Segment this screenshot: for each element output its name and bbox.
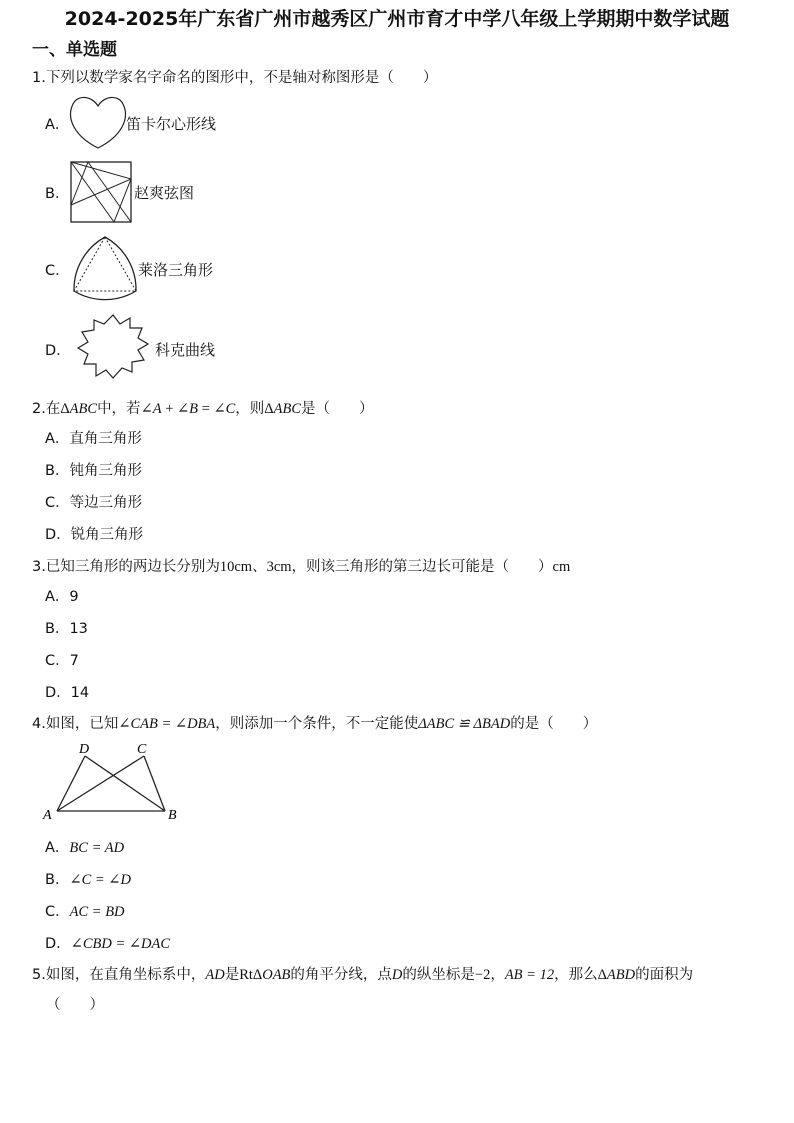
q2-triangle-symbol-2: Δ — [264, 401, 274, 417]
question-4-stem — [32, 712, 597, 733]
q4-option-a-expr: BC = AD — [69, 840, 125, 856]
q5-oab: OAB — [262, 967, 291, 983]
q2-abc-2: ABC — [273, 401, 302, 417]
q1-option-a-letter: A． — [45, 117, 70, 133]
q5-mid4: ，那么 — [554, 967, 598, 983]
q2-equals: = — [198, 401, 214, 417]
q4-option-d — [45, 932, 170, 953]
q4-option-c — [45, 900, 125, 921]
q3-side-2: 3cm — [266, 559, 292, 575]
cardioid-icon — [68, 94, 128, 152]
q2-option-a: A．直角三角形 — [45, 431, 142, 447]
q3-option-c: C．7 — [45, 653, 79, 669]
q4-congruence: ΔABC ≌ ΔBAD — [418, 716, 511, 732]
q5-tail: 的面积为 — [635, 967, 694, 983]
q2-option-d: D．锐角三角形 — [45, 527, 144, 543]
q3-separator: 、 — [252, 559, 267, 575]
q3-pre: 3.已知三角形的两边长分别为 — [32, 559, 220, 575]
q5-mid1: 是 — [224, 967, 240, 983]
q4-label-c: C — [137, 742, 147, 757]
question-1-stem: 1.下列以数学家名字命名的图形中，不是轴对称图形是（ ） — [32, 70, 438, 86]
question-3-stem — [32, 555, 570, 576]
q4-label-a: A — [43, 808, 52, 823]
q5-ab: AB = 12 — [504, 967, 555, 983]
q2-num: 2.在 — [32, 401, 61, 417]
q5-mid2: 的角平分线，点 — [290, 967, 392, 983]
section-heading: 一、单选题 — [32, 40, 117, 60]
q4-option-b — [45, 868, 131, 889]
q4-option-c-letter: C． — [45, 904, 70, 920]
q5-comma: ， — [490, 967, 505, 983]
q4-pre: 4.如图，已知 — [32, 716, 119, 732]
q1-option-b-text: 赵爽弦图 — [134, 184, 195, 202]
page-title: 2024-2025年广东省广州市越秀区广州市育才中学八年级上学期期中数学试题 — [64, 8, 730, 30]
q4-mid: ，则添加一个条件，不一定能使 — [215, 716, 419, 732]
q4-option-b-letter: B． — [45, 872, 70, 888]
q5-d: D — [391, 967, 403, 983]
q4-option-c-expr: AC = BD — [69, 904, 125, 920]
q2-tail: 是（ ） — [301, 401, 374, 417]
q5-triangle-symbol: Δ — [252, 967, 263, 983]
q5-ad: AD — [205, 967, 225, 983]
q1-option-c-text: 莱洛三角形 — [138, 261, 214, 279]
q2-mid2: ，则 — [235, 401, 265, 417]
q5-y-value: −2 — [474, 967, 491, 983]
q4-label-b: B — [168, 808, 177, 823]
q5-triangle-symbol-2: Δ — [597, 967, 607, 983]
q3-unit: cm — [552, 559, 571, 575]
q5-abd: ABD — [606, 967, 636, 983]
q4-condition: ∠CAB = ∠DBA — [118, 716, 216, 732]
q4-option-d-expr: ∠CBD = ∠DAC — [70, 936, 171, 952]
q2-angle-c: ∠C — [213, 401, 236, 417]
q5-mid3: 的纵坐标是 — [402, 967, 475, 983]
q3-option-a: A．9 — [45, 589, 79, 605]
q4-option-a-letter: A． — [45, 840, 70, 856]
q2-triangle-symbol: Δ — [60, 401, 70, 417]
q5-rt: Rt — [239, 967, 253, 983]
q3-post: ，则该三角形的第三边长可能是（ ） — [291, 559, 553, 575]
q4-option-d-letter: D． — [45, 936, 71, 952]
q2-plus: + — [161, 401, 178, 417]
q5-answer-blank: （ ） — [46, 997, 104, 1013]
q1-option-d-letter: D． — [45, 343, 71, 359]
q4-tail: 的是（ ） — [510, 716, 598, 732]
q1-option-c-letter: C． — [45, 263, 70, 279]
q5-pre: 5.如图，在直角坐标系中， — [32, 967, 206, 983]
q1-option-b-letter: B． — [45, 186, 70, 202]
q4-label-d: D — [79, 742, 90, 757]
q2-option-c: C．等边三角形 — [45, 495, 143, 511]
q2-angle-b: ∠B — [177, 401, 199, 417]
q2-abc: ABC — [69, 401, 98, 417]
question-2-stem — [32, 397, 374, 418]
q2-mid1: 中，若 — [97, 401, 141, 417]
q4-option-b-expr: ∠C = ∠D — [69, 872, 131, 888]
q3-option-d: D．14 — [45, 685, 90, 701]
q3-side-1: 10cm — [219, 559, 253, 575]
q2-option-b: B．钝角三角形 — [45, 463, 142, 479]
q4-option-a — [45, 836, 124, 857]
q1-option-d-text: 科克曲线 — [155, 341, 216, 359]
koch-snowflake-icon — [72, 312, 154, 386]
q2-angle-a: ∠A — [140, 401, 162, 417]
q4-quadrilateral-figure — [40, 740, 190, 824]
q1-option-a-text: 笛卡尔心形线 — [126, 115, 217, 133]
question-5-stem — [32, 963, 693, 984]
zhao-shuang-diagram-icon — [70, 161, 134, 225]
reuleaux-triangle-icon — [70, 235, 140, 301]
q3-option-b: B．13 — [45, 621, 88, 637]
